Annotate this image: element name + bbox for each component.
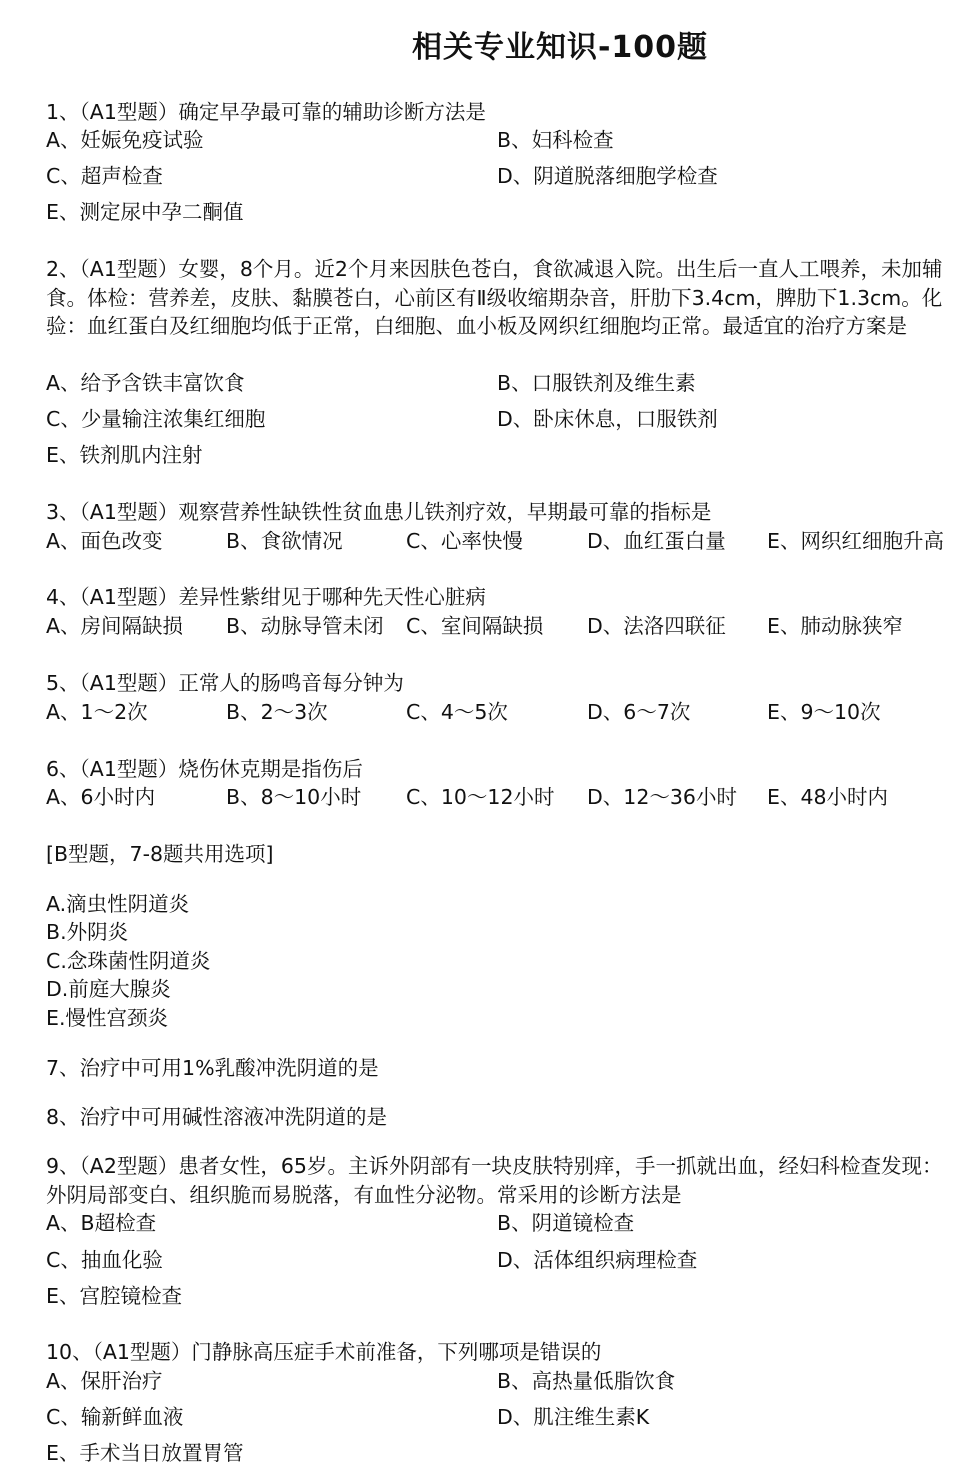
question-5-option-d: D、6～7次 [587,700,691,724]
question-9-option-a: A、B超检查 [46,1211,157,1235]
question-6-option-d: D、12～36小时 [587,785,737,809]
bgroup-header: [B型题，7-8题共用选项] [46,842,274,866]
question-4-option-c: C、室间隔缺损 [406,614,544,638]
question-9-option-e: E、宫腔镜检查 [46,1284,182,1308]
question-1-option-c: C、超声检查 [46,164,163,188]
question-4-option-d: D、法洛四联征 [587,614,726,638]
question-3-option-b: B、食欲情况 [226,529,343,553]
question-9-option-c: C、抽血化验 [46,1248,163,1272]
question-6-option-a: A、6小时内 [46,785,156,809]
question-1-option-b: B、妇科检查 [497,128,614,152]
question-3-option-c: C、心率快慢 [406,529,523,553]
question-6-option-e: E、48小时内 [767,785,889,809]
question-3-stem: 3、（A1型题）观察营养性缺铁性贫血患儿铁剂疗效，早期最可靠的指标是 [46,500,712,524]
question-10-option-c: C、输新鲜血液 [46,1405,184,1429]
question-1-option-e: E、测定尿中孕二酮值 [46,200,244,224]
question-5-option-b: B、2～3次 [226,700,328,724]
bgroup-option-c: C.念珠菌性阴道炎 [46,949,211,973]
question-10-option-b: B、高热量低脂饮食 [497,1369,676,1393]
question-10-option-d: D、肌注维生素K [497,1405,650,1429]
question-4-option-e: E、肺动脉狭窄 [767,614,903,638]
question-3-option-e: E、网织红细胞升高 [767,529,944,553]
question-1-option-a: A、妊娠免疫试验 [46,128,204,152]
question-6-stem: 6、（A1型题）烧伤休克期是指伤后 [46,757,363,781]
question-1-stem: 1、（A1型题）确定早孕最可靠的辅助诊断方法是 [46,100,486,124]
question-3-option-d: D、血红蛋白量 [587,529,726,553]
question-9-option-b: B、阴道镜检查 [497,1211,635,1235]
question-9-stem: 9、（A2型题）患者女性，65岁。主诉外阴部有一块皮肤特别痒，手一抓就出血，经妇科检查发现：外阴局部变白、组织脆而易脱落，有血性分泌物。常采用的诊断方法是 [46,1154,943,1207]
question-2-option-b: B、口服铁剂及维生素 [497,371,696,395]
question-5-option-e: E、9～10次 [767,700,881,724]
question-4-stem: 4、（A1型题）差异性紫绀见于哪种先天性心脏病 [46,585,486,609]
question-2-option-e: E、铁剂肌内注射 [46,443,203,467]
question-5-option-c: C、4～5次 [406,700,508,724]
question-5-option-a: A、1～2次 [46,700,148,724]
question-8-stem: 8、治疗中可用碱性溶液冲洗阴道的是 [46,1105,388,1129]
question-10-stem: 10、（A1型题）门静脉高压症手术前准备，下列哪项是错误的 [46,1340,602,1364]
question-2-option-c: C、少量输注浓集红细胞 [46,407,266,431]
bgroup-option-d: D.前庭大腺炎 [46,977,171,1001]
question-10-option-e: E、手术当日放置胃管 [46,1441,244,1465]
bgroup-option-e: E.慢性宫颈炎 [46,1006,168,1030]
question-9-option-d: D、活体组织病理检查 [497,1248,698,1272]
question-5-stem: 5、（A1型题）正常人的肠鸣音每分钟为 [46,671,404,695]
bgroup-option-b: B.外阴炎 [46,920,129,944]
question-1-option-d: D、阴道脱落细胞学检查 [497,164,718,188]
question-4-option-b: B、动脉导管未闭 [226,614,384,638]
question-2-stem: 2、（A1型题）女婴，8个月。近2个月来因肤色苍白，食欲减退入院。出生后一直人工喂养，未加辅食。体检：营养差，皮肤、黏膜苍白，心前区有Ⅱ级收缩期杂音，肝肋下3.4cm，脾肋下1.3cm。化验：血红蛋白及红细胞均低于正常，白细胞、血小板及网织红细胞均正常。最适宜的治疗方案是 [46,257,943,339]
question-7-stem: 7、治疗中可用1%乳酸冲洗阴道的是 [46,1056,379,1080]
question-10-option-a: A、保肝治疗 [46,1369,163,1393]
question-6-option-b: B、8～10小时 [226,785,362,809]
question-2-option-a: A、给予含铁丰富饮食 [46,371,245,395]
question-4-option-a: A、房间隔缺损 [46,614,184,638]
question-2-option-d: D、卧床休息，口服铁剂 [497,407,718,431]
page-title: 相关专业知识-100题 [411,30,709,65]
question-6-option-c: C、10～12小时 [406,785,555,809]
bgroup-option-a: A.滴虫性阴道炎 [46,892,190,916]
question-3-option-a: A、面色改变 [46,529,163,553]
